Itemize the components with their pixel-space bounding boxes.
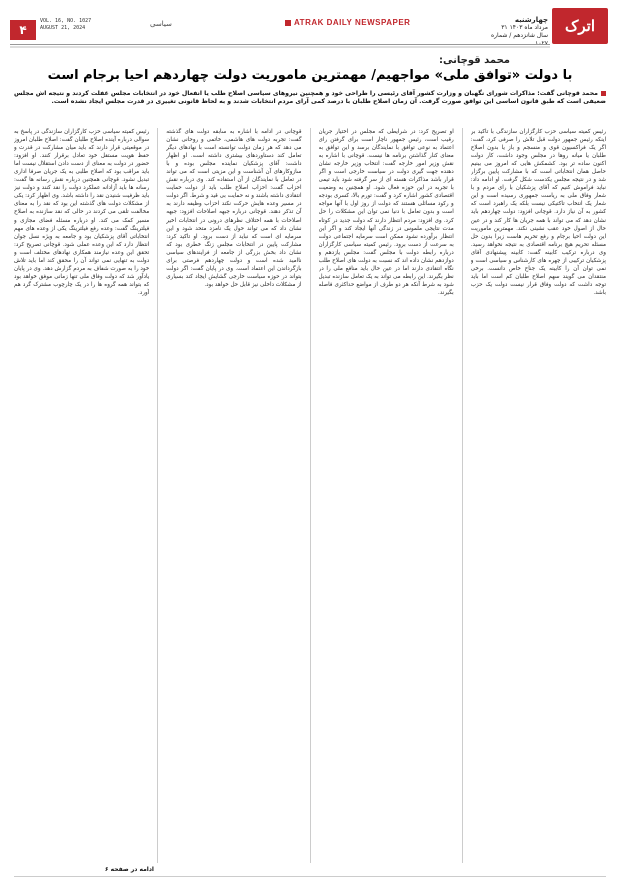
column-text: رئیس کمیته سیاسی حزب کارگزاران سازندگی با تاکید بر اینکه رئیس جمهور دولت قبل تلاش را صرفی کرد، گفت: اگر یک فراکسیون قوی و منسجم و باز یا بدون اصلاح طلبان یا میانه روها در مجلس وجود داشت، کار دولت اکنون ساده تر بود. کشمکش هایی که امروز می بینیم حاصل همان انتخاباتی است که با مشارکت پایین برگزار شد و در نتیجه مجلس یکدست شکل گرفت. او ادامه داد: نباید فراموش کنیم که آقای پزشکیان با رای مردم و با شعار وفاق ملی به ریاست جمهوری رسیده است و این شعار یک انتخاب تاکتیکی نیست بلکه یک راهبرد است که کشور به آن نیاز دارد. قوچانی افزود: دولت چهاردهم باید نشان دهد که می تواند با همه جریان ها کار کند و در عین حال از اصول خود عقب نشینی نکند. مهمترین ماموریت این دولت احیا برجام و رفع تحریم هاست زیرا بدون حل مسئله تحریم هیچ برنامه اقتصادی به نتیجه نخواهد رسید. وی درباره ترکیب کابینه گفت: کابینه پیشنهادی آقای پزشکیان ترکیبی از چهره های کارشناس و سیاسی است و نمی توان آن را کابینه یک جناح خاص دانست. برخی منتقدان می گویند سهم اصلاح طلبان کم است اما باید توجه داشت که دولت وفاق قرار نیست دولت یک حزب باشد. <box>470 129 606 296</box>
lead-text: محمد قوچانی گفت: مذاکرات شورای نگهبان و وزارت کشور آقای رئیسی را طراحی خود و همچنین نیروهای سیاسی اصلاح طلب یا انفعال خود در انتخابات مجلس غفلت کردند و نتیجه اش مجلس ضعیفی است که طبق قانون اساسی این توافق صورت گرفت. آن زمان اصلاح طلبان با درصد کمی آرای مردم انتخابات شدند و به لحاظ قانونی تغییری در قدرت مجلس ایجاد نشده است. <box>14 90 606 106</box>
article-body <box>14 128 606 863</box>
header-rule <box>10 44 550 45</box>
issue-number: سال شانزدهم / شماره <box>491 32 548 39</box>
persian-date: ۳۱ مرداد ماه ۱۴۰۳ <box>501 24 548 31</box>
column-divider <box>157 128 158 863</box>
article-byline: محمد قوچانی: <box>438 55 510 66</box>
column-text: او تصریح کرد: در شرایطی که مجلس در اختیار جریان رقیب است، رئیس جمهور ناچار است برای گرفتن رای اعتماد به نوعی توافق با نمایندگان برسد و این توافق به معنای کنار گذاشتن برنامه ها نیست. قوچانی با اشاره به نقش وزیر امور خارجه گفت: انتخاب وزیر خارجه نشان دهنده جهت گیری دولت در سیاست خارجی است و اگر قرار باشد مذاکرات هسته ای از سر گرفته شود باید تیمی با تجربه در این حوزه فعال شود. او همچنین به وضعیت اقتصادی کشور اشاره کرد و گفت: تورم بالا، کسری بودجه و رکود مسائلی هستند که دولت از روز اول با آنها مواجه است و بدون تعامل با دنیا نمی توان این مشکلات را حل کرد. وی افزود: مردم انتظار دارند که دولت جدید در کوتاه مدت نتایجی ملموس در زندگی آنها ایجاد کند و اگر این انتظار برآورده نشود ممکن است سرمایه اجتماعی دولت به سرعت از دست برود. رئیس کمیته سیاسی کارگزاران درباره رابطه دولت با مجلس گفت: مجلس یازدهم و دوازدهم نشان داده اند که نسبت به دولت های اصلاح طلب نگاه انتقادی دارند اما در عین حال باید منافع ملی را در نظر بگیرند. این رابطه می تواند به یک تعامل سازنده تبدیل شود به شرط آنکه هر دو طرف از مواضع حداکثری فاصله بگیرند. <box>318 129 454 296</box>
day-name: چهارشنبه <box>514 16 548 24</box>
section-label: سیاسی <box>150 20 172 28</box>
page-header <box>0 0 620 50</box>
column-text: رئیس کمیته سیاسی حزب کارگزاران سازندگی در پاسخ به سوالی درباره آینده اصلاح طلبان گفت: اصلاح طلبان امروز در موقعیتی قرار دارند که باید میان مشارکت در قدرت و حفظ هویت مستقل خود تعادل برقرار کنند. او افزود: حضور در دولت به معنای از دست دادن استقلال نیست اما باید مراقب بود که اصلاح طلبی به یک جریان صرفا اداری تبدیل نشود. قوچانی همچنین درباره نقش رسانه ها گفت: رسانه ها باید آزادانه عملکرد دولت را نقد کنند و دولت نیز باید ظرفیت شنیدن نقد را داشته باشد. وی اظهار کرد: یکی از مشکلات دولت های گذشته این بود که نقد را به معنای مخالفت تلقی می کردند در حالی که نقد سازنده به اصلاح مسیر کمک می کند. او درباره مسئله فضای مجازی و فیلترینگ گفت: وعده رفع فیلترینگ یکی از وعده های مهم انتخاباتی آقای پزشکیان بود و جامعه به ویژه نسل جوان انتظار دارد که این وعده عملی شود. قوچانی تصریح کرد: تحقق این وعده نیازمند همکاری نهادهای مختلف است و دولت به تنهایی نمی تواند آن را محقق کند اما باید تلاش خود را به صورت شفاف به مردم گزارش دهد. وی در پایان یادآور شد که دولت وفاق ملی تنها زمانی موفق خواهد بود که بتواند همه گروه ها را در یک چارچوب مشترک گرد هم آورد. <box>14 129 150 296</box>
paper-name <box>285 18 410 27</box>
square-icon <box>285 20 291 26</box>
issue-meta <box>40 18 150 32</box>
logo-text: اترک <box>564 17 596 35</box>
volume-line: VOL. 16, NO. 1027 <box>40 18 92 24</box>
column-divider <box>310 128 311 863</box>
continued-note[interactable]: ادامه در صفحه ۶ <box>104 866 154 873</box>
column-text: قوچانی در ادامه با اشاره به سابقه دولت های گذشته گفت: تجربه دولت های هاشمی، خاتمی و روحانی نشان می دهد که هر زمان دولت توانسته است با نهادهای دیگر تعامل کند دستاوردهای بیشتری داشته است. او اظهار داشت: آقای پزشکیان نماینده مجلس بوده و با سازوکارهای آن آشناست و این مزیتی است که می تواند در تعامل با نمایندگان از آن استفاده کند. وی درباره نقش احزاب گفت: احزاب اصلاح طلب باید از دولت حمایت انتقادی داشته باشند و نه حمایت بی قید و شرط. اگر دولت در مسیر وعده هایش حرکت نکند احزاب وظیفه دارند به آن تذکر دهند. قوچانی درباره جبهه اصلاحات افزود: جبهه اصلاحات با همه اختلاف نظرهای درونی در انتخابات اخیر نشان داد که می تواند حول یک نامزد متحد شود و این سرمایه ای است که نباید از دست برود. او تاکید کرد: مشارکت پایین در انتخابات مجلس زنگ خطری بود که نشان داد بخش بزرگی از جامعه از فرایندهای سیاسی ناامید شده است و دولت چهاردهم فرصتی برای بازگرداندن این اعتماد است. وی در پایان گفت: اگر دولت بتواند در حوزه سیاست خارجی گشایش ایجاد کند بسیاری از مشکلات داخلی نیز قابل حل خواهد بود. <box>166 129 302 288</box>
english-date: AUGUST 21, 2024 <box>40 25 86 31</box>
page-number: ۴ <box>10 20 36 40</box>
footer-rule <box>14 876 606 877</box>
newspaper-logo <box>552 8 608 44</box>
article-column-2 <box>319 128 454 863</box>
article-column-1 <box>471 128 606 863</box>
column-divider <box>462 128 463 863</box>
article-column-3 <box>166 128 301 863</box>
article-headline: با دولت «توافق ملی» مواجهیم/ مهمترین ماموریت دولت چهاردهم احیا برجام است <box>47 68 573 83</box>
bullet-icon <box>601 91 606 96</box>
article-lead <box>14 90 606 107</box>
article-column-4 <box>14 128 149 863</box>
header-stripe <box>10 46 550 48</box>
paper-name-text: ATRAK DAILY NEWSPAPER <box>294 18 411 27</box>
